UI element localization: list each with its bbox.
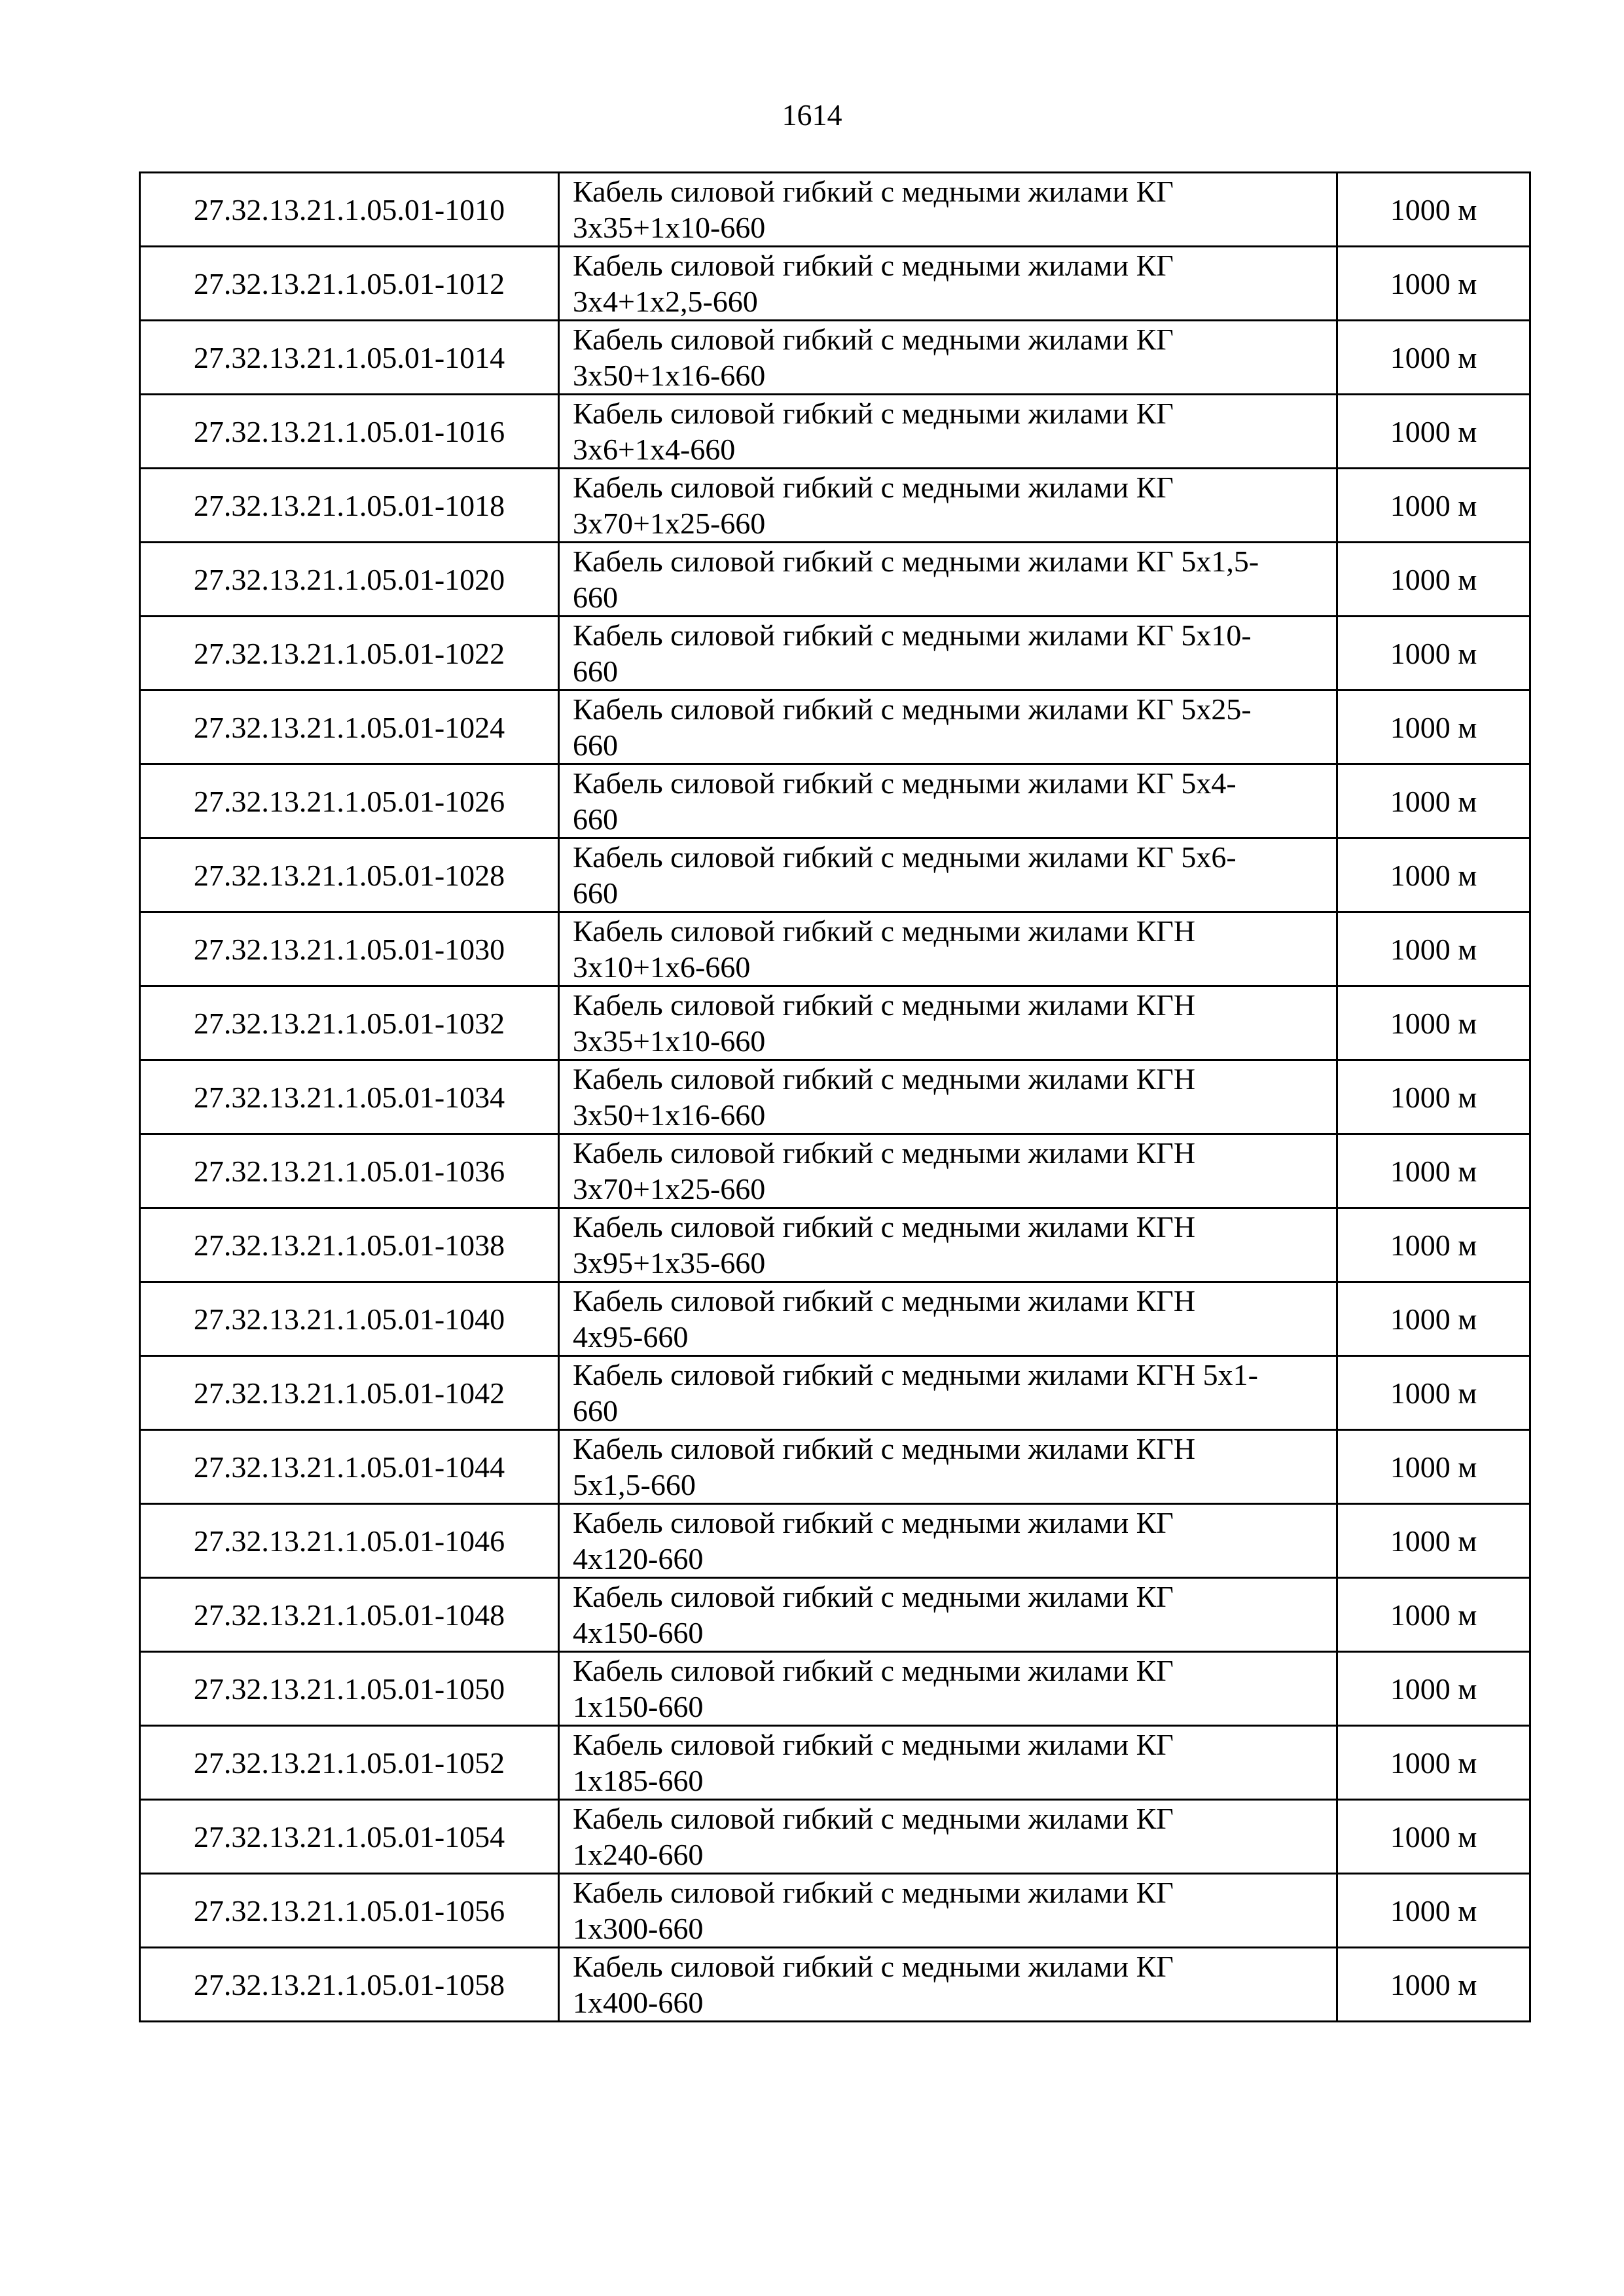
description-line-2: 660	[573, 802, 618, 836]
description-line-1: Кабель силовой гибкий с медными жилами КГ	[573, 1950, 1174, 1983]
description-line-1: Кабель силовой гибкий с медными жилами КГ	[573, 323, 1174, 356]
unit-cell: 1000 м	[1337, 1652, 1530, 1726]
resource-description-cell	[559, 469, 1337, 543]
unit-cell: 1000 м	[1337, 1726, 1530, 1800]
description-line-2: 3х50+1х16-660	[573, 1098, 766, 1132]
unit-cell: 1000 м	[1337, 1578, 1530, 1652]
unit-cell: 1000 м	[1337, 395, 1530, 469]
table-row	[140, 691, 1530, 764]
description-line-1: Кабель силовой гибкий с медными жилами КГ	[573, 1728, 1174, 1761]
resource-description-cell	[559, 1430, 1337, 1504]
page-number: 1614	[782, 98, 842, 132]
resource-code-cell: 27.32.13.21.1.05.01-1038	[140, 1208, 559, 1282]
resource-table	[139, 171, 1531, 2022]
resource-description-cell	[559, 543, 1337, 617]
description-line-1: Кабель силовой гибкий с медными жилами КГ	[573, 249, 1174, 282]
resource-description-cell	[559, 1356, 1337, 1430]
description-line-2: 660	[573, 581, 618, 614]
unit-cell: 1000 м	[1337, 247, 1530, 321]
description-line-2: 660	[573, 728, 618, 762]
resource-code-cell: 27.32.13.21.1.05.01-1056	[140, 1874, 559, 1948]
resource-code-cell: 27.32.13.21.1.05.01-1016	[140, 395, 559, 469]
resource-description-cell	[559, 691, 1337, 764]
description-line-2: 3х10+1х6-660	[573, 950, 751, 984]
description-line-1: Кабель силовой гибкий с медными жилами КГ	[573, 397, 1174, 430]
resource-code-cell: 27.32.13.21.1.05.01-1046	[140, 1504, 559, 1578]
resource-description-cell	[559, 321, 1337, 395]
table-row	[140, 912, 1530, 986]
table-row	[140, 764, 1530, 838]
resource-description-cell	[559, 617, 1337, 691]
resource-description-cell	[559, 395, 1337, 469]
description-line-1: Кабель силовой гибкий с медными жилами КГ	[573, 1876, 1174, 1909]
unit-cell: 1000 м	[1337, 986, 1530, 1060]
description-line-1: Кабель силовой гибкий с медными жилами КГН	[573, 1432, 1196, 1465]
table-row	[140, 986, 1530, 1060]
description-line-2: 660	[573, 876, 618, 910]
description-line-1: Кабель силовой гибкий с медными жилами КГН 5х1-	[573, 1358, 1258, 1391]
resource-description-cell	[559, 1874, 1337, 1948]
resource-code-cell: 27.32.13.21.1.05.01-1052	[140, 1726, 559, 1800]
table-row	[140, 1134, 1530, 1208]
description-line-1: Кабель силовой гибкий с медными жилами КГ 5х4-	[573, 766, 1236, 800]
table-row	[140, 1504, 1530, 1578]
description-line-1: Кабель силовой гибкий с медными жилами КГН	[573, 1210, 1196, 1244]
resource-code-cell: 27.32.13.21.1.05.01-1010	[140, 173, 559, 247]
resource-code-cell: 27.32.13.21.1.05.01-1044	[140, 1430, 559, 1504]
table-row	[140, 1060, 1530, 1134]
description-line-1: Кабель силовой гибкий с медными жилами КГН	[573, 914, 1196, 948]
resource-description-cell	[559, 1134, 1337, 1208]
table-row	[140, 1948, 1530, 2022]
description-line-2: 660	[573, 655, 618, 688]
unit-cell: 1000 м	[1337, 1800, 1530, 1874]
resource-code-cell: 27.32.13.21.1.05.01-1036	[140, 1134, 559, 1208]
description-line-1: Кабель силовой гибкий с медными жилами КГ 5х10-	[573, 619, 1252, 652]
resource-code-cell: 27.32.13.21.1.05.01-1048	[140, 1578, 559, 1652]
description-line-2: 3х35+1х10-660	[573, 1024, 766, 1058]
resource-description-cell	[559, 1208, 1337, 1282]
unit-cell: 1000 м	[1337, 1282, 1530, 1356]
unit-cell: 1000 м	[1337, 1430, 1530, 1504]
table-row	[140, 1208, 1530, 1282]
unit-cell: 1000 м	[1337, 173, 1530, 247]
resource-description-cell	[559, 1282, 1337, 1356]
description-line-2: 3х95+1х35-660	[573, 1246, 766, 1280]
table-row	[140, 1800, 1530, 1874]
description-line-1: Кабель силовой гибкий с медными жилами КГН	[573, 1284, 1196, 1318]
table-row	[140, 838, 1530, 912]
table-row	[140, 395, 1530, 469]
description-line-1: Кабель силовой гибкий с медными жилами КГ	[573, 1580, 1174, 1613]
resource-table-body	[140, 173, 1530, 2022]
resource-description-cell	[559, 1504, 1337, 1578]
description-line-2: 3х35+1х10-660	[573, 211, 766, 244]
table-row	[140, 469, 1530, 543]
description-line-1: Кабель силовой гибкий с медными жилами КГ 5х25-	[573, 692, 1252, 726]
unit-cell: 1000 м	[1337, 1208, 1530, 1282]
resource-code-cell: 27.32.13.21.1.05.01-1028	[140, 838, 559, 912]
description-line-2: 660	[573, 1394, 618, 1427]
table-row	[140, 247, 1530, 321]
description-line-2: 1х400-660	[573, 1986, 704, 2019]
resource-code-cell: 27.32.13.21.1.05.01-1012	[140, 247, 559, 321]
resource-code-cell: 27.32.13.21.1.05.01-1018	[140, 469, 559, 543]
resource-code-cell: 27.32.13.21.1.05.01-1020	[140, 543, 559, 617]
resource-description-cell	[559, 247, 1337, 321]
unit-cell: 1000 м	[1337, 838, 1530, 912]
description-line-1: Кабель силовой гибкий с медными жилами КГН	[573, 988, 1196, 1022]
resource-code-cell: 27.32.13.21.1.05.01-1054	[140, 1800, 559, 1874]
table-row	[140, 1652, 1530, 1726]
description-line-1: Кабель силовой гибкий с медными жилами КГ 5х1,5-	[573, 545, 1259, 578]
description-line-2: 5х1,5-660	[573, 1468, 696, 1501]
table-row	[140, 1430, 1530, 1504]
table-row	[140, 617, 1530, 691]
description-line-1: Кабель силовой гибкий с медными жилами КГ	[573, 175, 1174, 208]
resource-code-cell: 27.32.13.21.1.05.01-1014	[140, 321, 559, 395]
table-row	[140, 1282, 1530, 1356]
table-row	[140, 1578, 1530, 1652]
description-line-2: 1х300-660	[573, 1912, 704, 1945]
description-line-2: 1х185-660	[573, 1764, 704, 1797]
resource-code-cell: 27.32.13.21.1.05.01-1024	[140, 691, 559, 764]
description-line-2: 3х50+1х16-660	[573, 359, 766, 392]
resource-code-cell: 27.32.13.21.1.05.01-1042	[140, 1356, 559, 1430]
table-row	[140, 1356, 1530, 1430]
resource-description-cell	[559, 912, 1337, 986]
description-line-2: 4х95-660	[573, 1320, 689, 1354]
unit-cell: 1000 м	[1337, 321, 1530, 395]
description-line-2: 4х150-660	[573, 1616, 704, 1649]
description-line-2: 4х120-660	[573, 1542, 704, 1575]
description-line-1: Кабель силовой гибкий с медными жилами КГ	[573, 1802, 1174, 1835]
resource-code-cell: 27.32.13.21.1.05.01-1022	[140, 617, 559, 691]
unit-cell: 1000 м	[1337, 1874, 1530, 1948]
resource-code-cell: 27.32.13.21.1.05.01-1058	[140, 1948, 559, 2022]
description-line-1: Кабель силовой гибкий с медными жилами КГ	[573, 1654, 1174, 1687]
unit-cell: 1000 м	[1337, 617, 1530, 691]
resource-description-cell	[559, 1948, 1337, 2022]
resource-description-cell	[559, 838, 1337, 912]
table-row	[140, 173, 1530, 247]
description-line-2: 3х70+1х25-660	[573, 1172, 766, 1206]
description-line-1: Кабель силовой гибкий с медными жилами КГ	[573, 1506, 1174, 1539]
resource-code-cell: 27.32.13.21.1.05.01-1040	[140, 1282, 559, 1356]
unit-cell: 1000 м	[1337, 1504, 1530, 1578]
description-line-1: Кабель силовой гибкий с медными жилами КГ	[573, 471, 1174, 504]
resource-description-cell	[559, 173, 1337, 247]
resource-description-cell	[559, 1652, 1337, 1726]
resource-description-cell	[559, 764, 1337, 838]
resource-description-cell	[559, 1800, 1337, 1874]
unit-cell: 1000 м	[1337, 691, 1530, 764]
table-row	[140, 1874, 1530, 1948]
description-line-2: 1х240-660	[573, 1838, 704, 1871]
resource-description-cell	[559, 986, 1337, 1060]
unit-cell: 1000 м	[1337, 543, 1530, 617]
description-line-2: 3х6+1х4-660	[573, 433, 736, 466]
description-line-2: 1х150-660	[573, 1690, 704, 1723]
unit-cell: 1000 м	[1337, 764, 1530, 838]
description-line-1: Кабель силовой гибкий с медными жилами КГН	[573, 1136, 1196, 1170]
description-line-1: Кабель силовой гибкий с медными жилами КГН	[573, 1062, 1196, 1096]
description-line-2: 3х4+1х2,5-660	[573, 285, 758, 318]
unit-cell: 1000 м	[1337, 1134, 1530, 1208]
resource-code-cell: 27.32.13.21.1.05.01-1032	[140, 986, 559, 1060]
resource-description-cell	[559, 1060, 1337, 1134]
table-row	[140, 543, 1530, 617]
table-row	[140, 1726, 1530, 1800]
unit-cell: 1000 м	[1337, 1356, 1530, 1430]
resource-code-cell: 27.32.13.21.1.05.01-1034	[140, 1060, 559, 1134]
description-line-1: Кабель силовой гибкий с медными жилами КГ 5х6-	[573, 840, 1236, 874]
unit-cell: 1000 м	[1337, 912, 1530, 986]
resource-code-cell: 27.32.13.21.1.05.01-1050	[140, 1652, 559, 1726]
resource-code-cell: 27.32.13.21.1.05.01-1030	[140, 912, 559, 986]
resource-description-cell	[559, 1578, 1337, 1652]
unit-cell: 1000 м	[1337, 1060, 1530, 1134]
description-line-2: 3х70+1х25-660	[573, 507, 766, 540]
unit-cell: 1000 м	[1337, 469, 1530, 543]
resource-description-cell	[559, 1726, 1337, 1800]
unit-cell: 1000 м	[1337, 1948, 1530, 2022]
table-row	[140, 321, 1530, 395]
resource-code-cell: 27.32.13.21.1.05.01-1026	[140, 764, 559, 838]
